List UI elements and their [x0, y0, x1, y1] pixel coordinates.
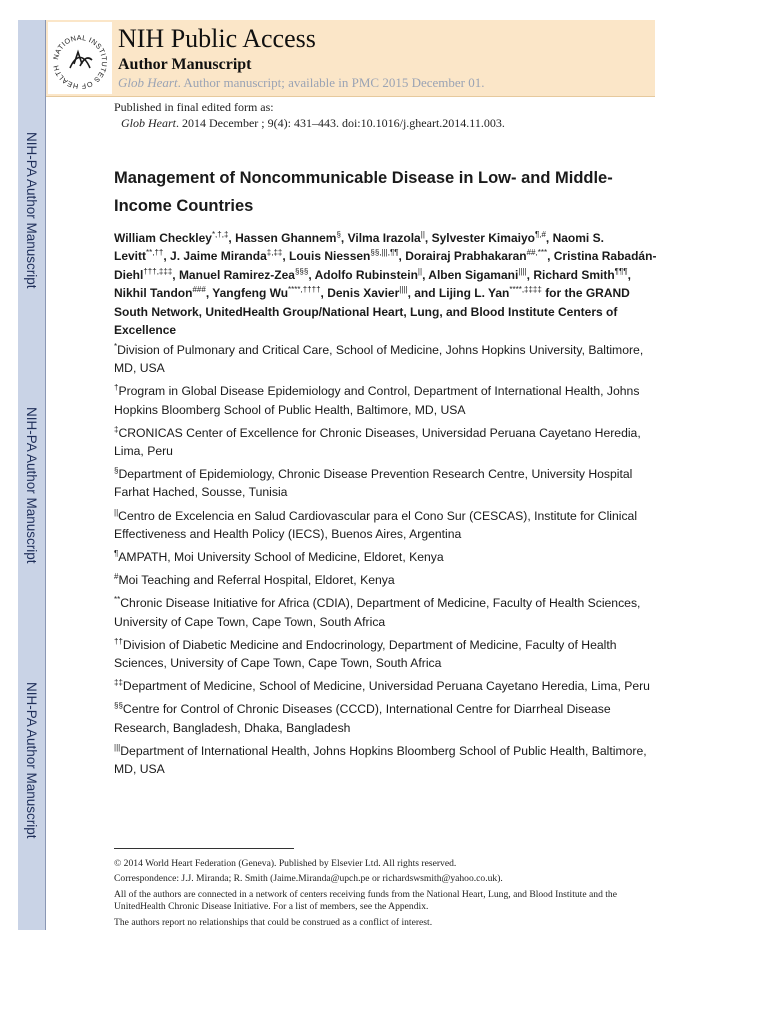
affiliation-mark: §: [114, 466, 119, 476]
header-availability: [118, 75, 484, 91]
header-title: NIH Public Access: [118, 24, 316, 53]
author-name: Manuel Ramirez-Zea: [178, 267, 295, 282]
author-affiliation-marks: §§§: [294, 266, 309, 276]
affiliation-text: AMPATH, Moi University School of Medicine, Eldoret, Kenya: [118, 550, 444, 565]
publication-journal: Glob Heart: [121, 116, 176, 130]
author-name: Louis Niessen: [289, 249, 371, 264]
header-subtitle: Author Manuscript: [118, 56, 252, 73]
author-separator: ,: [422, 267, 429, 282]
author-affiliation-marks: ||: [417, 266, 423, 276]
author-list: [114, 229, 659, 339]
author-separator: , and: [407, 286, 439, 301]
affiliation-mark: #: [114, 572, 119, 582]
article-title: Management of Noncommunicable Disease in Low- and Middle-Income Countries: [114, 169, 613, 215]
author-affiliation-marks: ||: [420, 230, 425, 239]
author-affiliation-marks: ##,***: [526, 248, 548, 258]
author-separator: ,: [163, 249, 171, 264]
affiliation-mark: †: [114, 383, 119, 393]
author-affiliation-marks: *,†,‡: [211, 230, 229, 239]
affiliation-item: [114, 548, 659, 566]
affiliation-item: [114, 636, 659, 672]
author-name: Nikhil Tandon: [114, 286, 193, 301]
affiliation-text: Chronic Disease Initiative for Africa (CDIA), Department of Medicine, Faculty of Health Sciences, University of Cape Town, Cape Town, South Africa: [114, 596, 641, 629]
author-separator: ,: [627, 267, 631, 282]
affiliation-item: [114, 424, 659, 460]
affiliation-item: [114, 571, 659, 589]
author-separator: ,: [547, 249, 554, 264]
author-separator: ,: [545, 231, 553, 245]
affiliation-mark: |||: [114, 742, 121, 752]
author-name: Sylvester Kimaiyo: [431, 231, 535, 245]
affiliation-item: [114, 382, 659, 418]
sidebar-label: [18, 100, 45, 320]
author-name: Dorairaj Prabhakaran: [405, 249, 527, 264]
affiliation-list: [114, 341, 659, 783]
affiliation-text: Department of Medicine, School of Medicine, Universidad Peruana Cayetano Heredia, Lima, Peru: [122, 679, 650, 694]
author-name: Alben Sigamani: [428, 267, 519, 282]
affiliation-mark: ††: [114, 636, 123, 646]
author-separator: ,: [282, 249, 290, 264]
footnote: All of the authors are connected in a network of centers receiving funds from the National Heart, Lung, and Blood Institute and the UnitedHealth Chronic Disease Initiative. For a list of members, see the Appendix.: [114, 888, 617, 913]
sidebar-label-text: NIH-PA Author Manuscript: [24, 406, 39, 564]
affiliation-mark: ‡‡: [114, 678, 123, 688]
author-name: Lijing L. Yan: [438, 286, 510, 301]
author-affiliation-marks: †††,‡‡‡: [143, 266, 173, 276]
affiliation-mark: §§: [114, 701, 123, 711]
author-group: for the GRAND South Network, UnitedHealth Group/National Heart, Lung, and Blood Institute Centers of Excellence: [114, 286, 630, 338]
affiliation-mark: ‡: [114, 424, 119, 434]
author-name: Denis Xavier: [327, 286, 400, 301]
logo-text: NATIONAL INSTITUTES OF HEALTH: [51, 32, 110, 92]
footnote: © 2014 World Heart Federation (Geneva). Published by Elsevier Ltd. All rights reserved.: [114, 858, 457, 869]
author-separator: ,: [205, 286, 213, 301]
author-separator: ,: [172, 267, 179, 282]
affiliation-text: Division of Pulmonary and Critical Care, School of Medicine, Johns Hopkins University, Baltimore, MD, USA: [114, 343, 644, 376]
affiliation-item: [114, 465, 659, 501]
affiliation-item: [114, 594, 659, 630]
affiliation-mark: ¶: [114, 549, 119, 559]
author-separator: ,: [424, 231, 432, 245]
author-affiliation-marks: §: [336, 230, 341, 239]
author-name: Cristina Rabadán-Diehl: [114, 249, 657, 282]
author-affiliation-marks: §§,|||,¶¶: [370, 248, 399, 258]
affiliation-text: Department of Epidemiology, Chronic Disease Prevention Research Centre, University Hospital Farhat Hached, Sousse, Tunisia: [114, 467, 633, 500]
publication-citation: . 2014 December ; 9(4): 431–443. doi:10.1016/j.gheart.2014.11.003.: [176, 116, 505, 130]
publication-note: [114, 99, 505, 131]
affiliation-text: Moi Teaching and Referral Hospital, Eldoret, Kenya: [118, 573, 395, 588]
author-affiliation-marks: ||||: [518, 266, 527, 276]
affiliation-item: [114, 341, 659, 377]
footnote: The authors report no relationships that could be construed as a conflict of interest.: [114, 916, 433, 928]
author-name: J. Jaime Miranda: [170, 249, 267, 264]
author-affiliation-marks: ****,‡‡‡‡: [509, 285, 542, 295]
author-separator: ,: [308, 267, 315, 282]
affiliation-text: Program in Global Disease Epidemiology and Control, Department of International Health, Johns Hopkins Bloomberg School of Public Health, Baltimore, MD, USA: [114, 384, 640, 417]
affiliation-text: Centro de Excelencia en Salud Cardiovascular para el Cono Sur (CESCAS), Institute for Clinical Effectiveness and Health Policy (IECS), Buenos Aires, Argentina: [114, 508, 638, 541]
affiliation-item: [114, 507, 659, 543]
author-name: Naomi S. Levitt: [114, 231, 604, 264]
affiliation-item: [114, 677, 659, 695]
affiliation-text: Centre for Control of Chronic Diseases (CCCD), International Centre for Diarrheal Disease Research, Bangladesh, Dhaka, Bangladesh: [114, 702, 611, 735]
sidebar-strip: [18, 20, 46, 930]
affiliation-mark: *: [114, 342, 118, 351]
sidebar-label-text: NIH-PA Author Manuscript: [24, 131, 39, 289]
affiliation-text: Division of Diabetic Medicine and Endocrinology, Department of Medicine, Faculty of Health Sciences, University of Cape Town, Cape Town, South Africa: [114, 637, 617, 671]
author-name: Hassen Ghannem: [235, 231, 337, 245]
affiliation-item: [114, 700, 659, 736]
author-affiliation-marks: ‡,‡‡: [266, 248, 283, 258]
author-affiliation-marks: ||||: [399, 285, 408, 295]
svg-text:NATIONAL INSTITUTES OF HEALTH: [51, 33, 109, 91]
author-separator: ,: [228, 231, 236, 245]
author-name: Vilma Irazola: [347, 231, 421, 245]
author-separator: ,: [320, 286, 328, 301]
author-affiliation-marks: ¶¶¶: [614, 266, 628, 276]
footnote-list: [114, 858, 659, 932]
affiliation-text: CRONICAS Center of Excellence for Chronic Diseases, Universidad Peruana Cayetano Heredia, Lima, Peru: [114, 425, 641, 459]
nih-logo-icon: [48, 22, 112, 94]
author-affiliation-marks: **,††: [146, 248, 164, 258]
sidebar-label: [18, 650, 45, 870]
author-separator: ,: [526, 267, 534, 282]
affiliation-text: Department of International Health, Johns Hopkins Bloomberg School of Public Health, Baltimore, MD, USA: [114, 743, 647, 777]
author-name: Richard Smith: [533, 267, 615, 282]
author-name: Yangfeng Wu: [212, 286, 289, 301]
affiliation-mark: ||: [114, 507, 119, 517]
sidebar-label: [18, 375, 45, 595]
author-affiliation-marks: ****,††††: [288, 285, 321, 295]
publication-line1: Published in final edited form as:: [114, 100, 274, 114]
sidebar-label-text: NIH-PA Author Manuscript: [24, 681, 39, 839]
author-separator: ,: [340, 231, 348, 245]
author-affiliation-marks: ¶,#: [534, 230, 546, 239]
footnote: Correspondence: J.J. Miranda; R. Smith (Jaime.Miranda@upch.pe or richardswsmith@yahoo.co.uk).: [114, 873, 503, 885]
footnote-divider: [114, 848, 294, 849]
header-journal: Glob Heart: [118, 75, 178, 90]
affiliation-item: [114, 742, 659, 778]
affiliation-mark: **: [114, 595, 121, 605]
author-name: Adolfo Rubinstein: [314, 267, 418, 282]
author-name: William Checkley: [114, 231, 212, 245]
nih-header: [46, 20, 655, 97]
publication-line2: [114, 115, 505, 131]
author-separator: ,: [398, 249, 406, 264]
header-availability-text: . Author manuscript; available in PMC 2015 December 01.: [177, 75, 485, 90]
author-affiliation-marks: ###: [192, 285, 206, 295]
